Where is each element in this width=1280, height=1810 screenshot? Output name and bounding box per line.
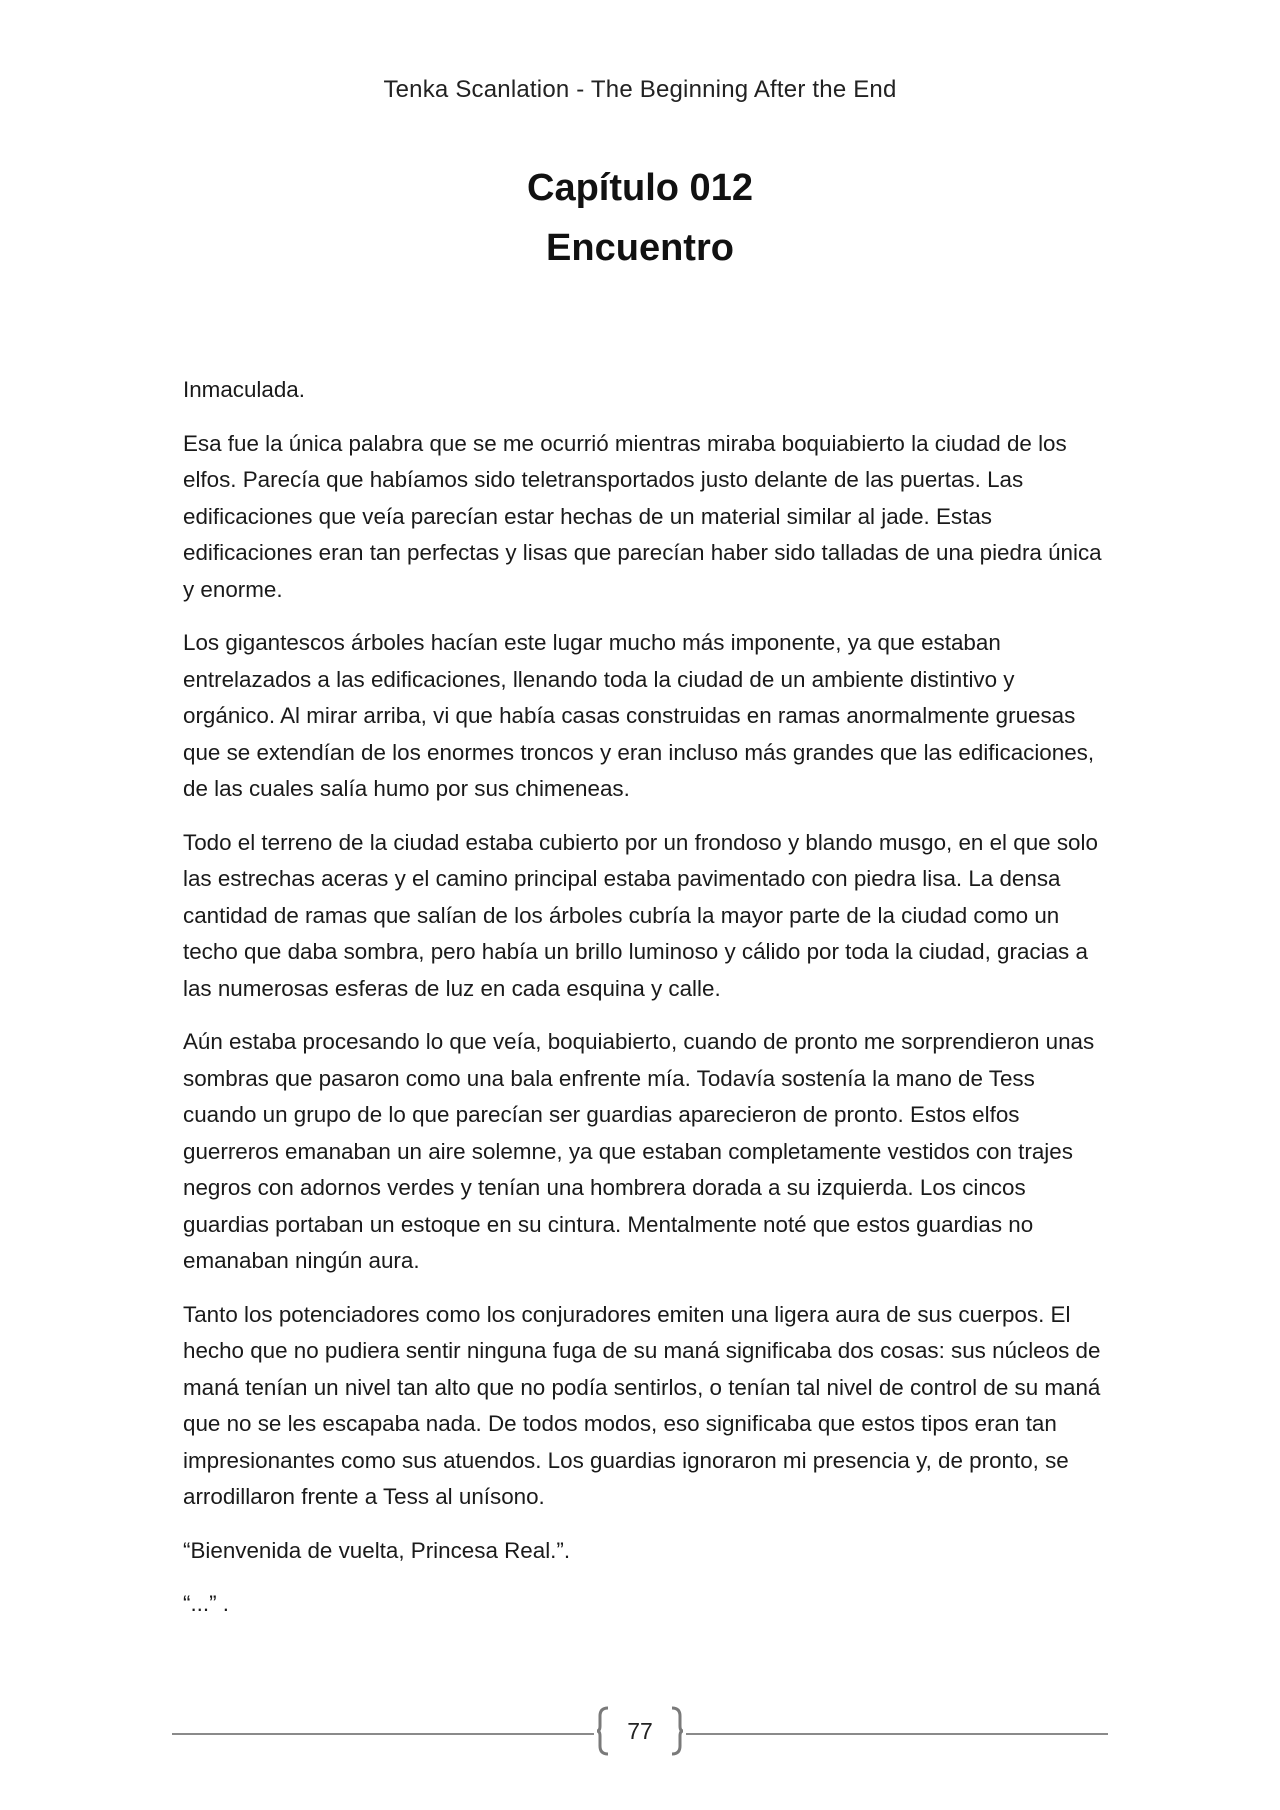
paragraph: Todo el terreno de la ciudad estaba cubierto por un frondoso y blando musgo, en el que solo las estrechas aceras y el camino principal estaba pavimentado con piedra lisa. La densa cantidad de ramas que salían de los árboles cubría la mayor parte de la ciudad como un techo que daba sombra, pero había un brillo luminoso y cálido por toda la ciudad, gracias a las numerosas esferas de luz en cada esquina y calle. [183,829,1098,1001]
paragraph: “Bienvenida de vuelta, Princesa Real.”. [183,1537,571,1563]
chapter-body [183,372,1103,1640]
footer-rule-left [172,1733,594,1735]
paragraph: “...” . [183,1591,230,1616]
paragraph: Esa fue la única palabra que se me ocurrió mientras miraba boquiabierto la ciudad de los elfos. Parecía que habíamos sido teletransportados justo delante de las puertas. Las edificaciones que veía parecían estar hechas de un material similar al jade. Estas edificaciones eran tan perfectas y lisas que parecían haber sido talladas de una piedra única y enorme. [183,430,1102,602]
chapter-heading [0,158,1280,278]
running-header: Tenka Scanlation - The Beginning After the End [383,76,897,103]
page-footer [172,1706,1108,1762]
chapter-title: Encuentro [546,227,734,269]
left-brace-icon [596,1706,610,1756]
page-number: 77 [627,1718,653,1744]
chapter-number: Capítulo 012 [527,167,753,209]
paragraph: Inmaculada. [183,377,305,402]
paragraph: Tanto los potenciadores como los conjuradores emiten una ligera aura de sus cuerpos. El hecho que no pudiera sentir ninguna fuga de su maná significaba dos cosas: sus núcleos de maná tenían un nivel tan alto que no podía sentirlos, o tenían tal nivel de control de su maná que no se les escapaba nada. De todos modos, eso significaba que estos tipos eran tan impresionantes como sus atuendos. Los guardias ignoraron mi presencia y, de pronto, se arrodillaron frente a Tess al unísono. [183,1301,1101,1509]
footer-rule-right [686,1733,1108,1735]
paragraph: Aún estaba procesando lo que veía, boquiabierto, cuando de pronto me sorprendieron unas sombras que pasaron como una bala enfrente mía. Todavía sostenía la mano de Tess cuando un grupo de lo que parecían ser guardias aparecieron de pronto. Estos elfos guerreros emanaban un aire solemne, ya que estaban completamente vestidos con trajes negros con adornos verdes y tenían una hombrera dorada a su izquierda. Los cincos guardias portaban un estoque en su cintura. Mentalmente noté que estos guardias no emanaban ningún aura. [183,1029,1095,1273]
right-brace-icon [670,1706,684,1756]
paragraph: Los gigantescos árboles hacían este lugar mucho más imponente, ya que estaban entrelazados a las edificaciones, llenando toda la ciudad de un ambiente distintivo y orgánico. Al mirar arriba, vi que había casas construidas en ramas anormalmente gruesas que se extendían de los enormes troncos y eran incluso más grandes que las edificaciones, de las cuales salía humo por sus chimeneas. [183,630,1095,801]
